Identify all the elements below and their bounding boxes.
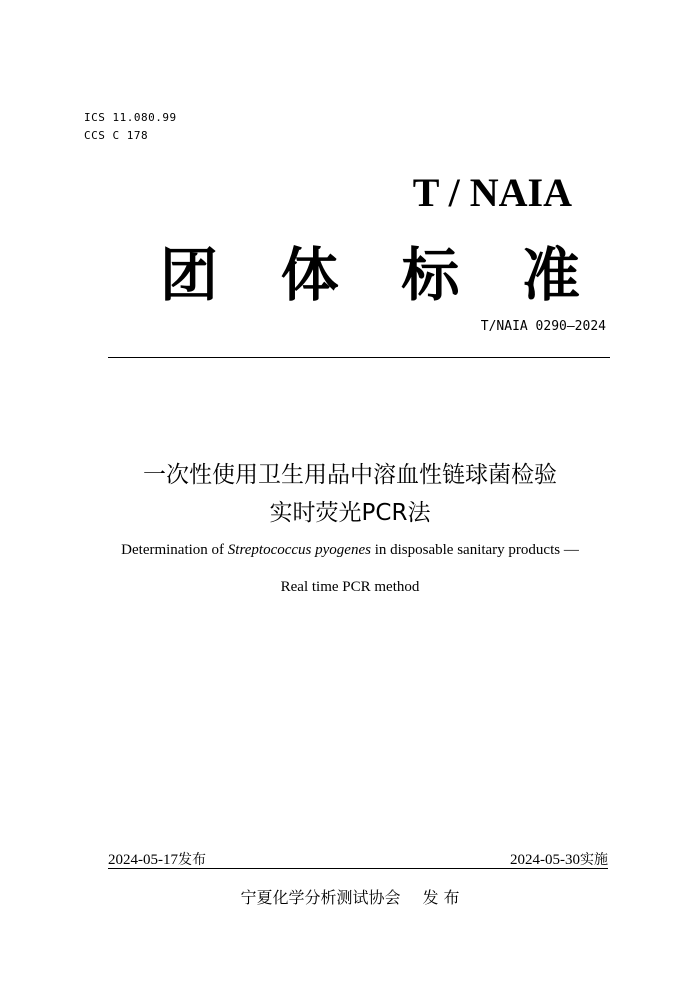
standard-type-heading xyxy=(160,240,580,310)
ccs-code: CCS C 178 xyxy=(84,129,149,142)
title-chinese-line-1: 一次性使用卫生用品中溶血性链球菌检验 xyxy=(143,462,557,488)
title-english-species: Streptococcus pyogenes xyxy=(227,542,371,558)
issue-date-label: 发布 xyxy=(178,852,206,868)
standard-type-char: 体 xyxy=(280,241,339,309)
title-english-line-2: Real time PCR method xyxy=(280,579,420,595)
organization-code: T / NAIA xyxy=(412,170,572,215)
title-english-line-1 xyxy=(0,540,700,560)
publish-label: 发 布 xyxy=(422,888,460,907)
title-english-prefix: Determination of xyxy=(121,542,228,558)
standard-type-char: 标 xyxy=(401,241,460,309)
standard-number: T/NAIA 0290—2024 xyxy=(480,319,606,334)
implementation-date-label: 实施 xyxy=(580,852,608,868)
issue-date-value: 2024-05-17 xyxy=(108,852,178,868)
ics-code: ICS 11.080.99 xyxy=(84,111,177,124)
implementation-date-value: 2024-05-30 xyxy=(510,852,580,868)
top-divider xyxy=(108,357,610,358)
standard-type-char: 团 xyxy=(160,241,219,309)
publisher-name: 宁夏化学分析测试协会 xyxy=(240,888,401,907)
title-chinese-line-2: 实时荧光PCR法 xyxy=(269,500,431,526)
implementation-date xyxy=(510,851,608,869)
bottom-divider xyxy=(108,868,608,869)
publisher-line xyxy=(0,887,700,909)
title-english-suffix: in disposable sanitary products — xyxy=(370,542,579,558)
issue-date xyxy=(108,851,206,869)
standard-type-char: 准 xyxy=(521,241,580,309)
